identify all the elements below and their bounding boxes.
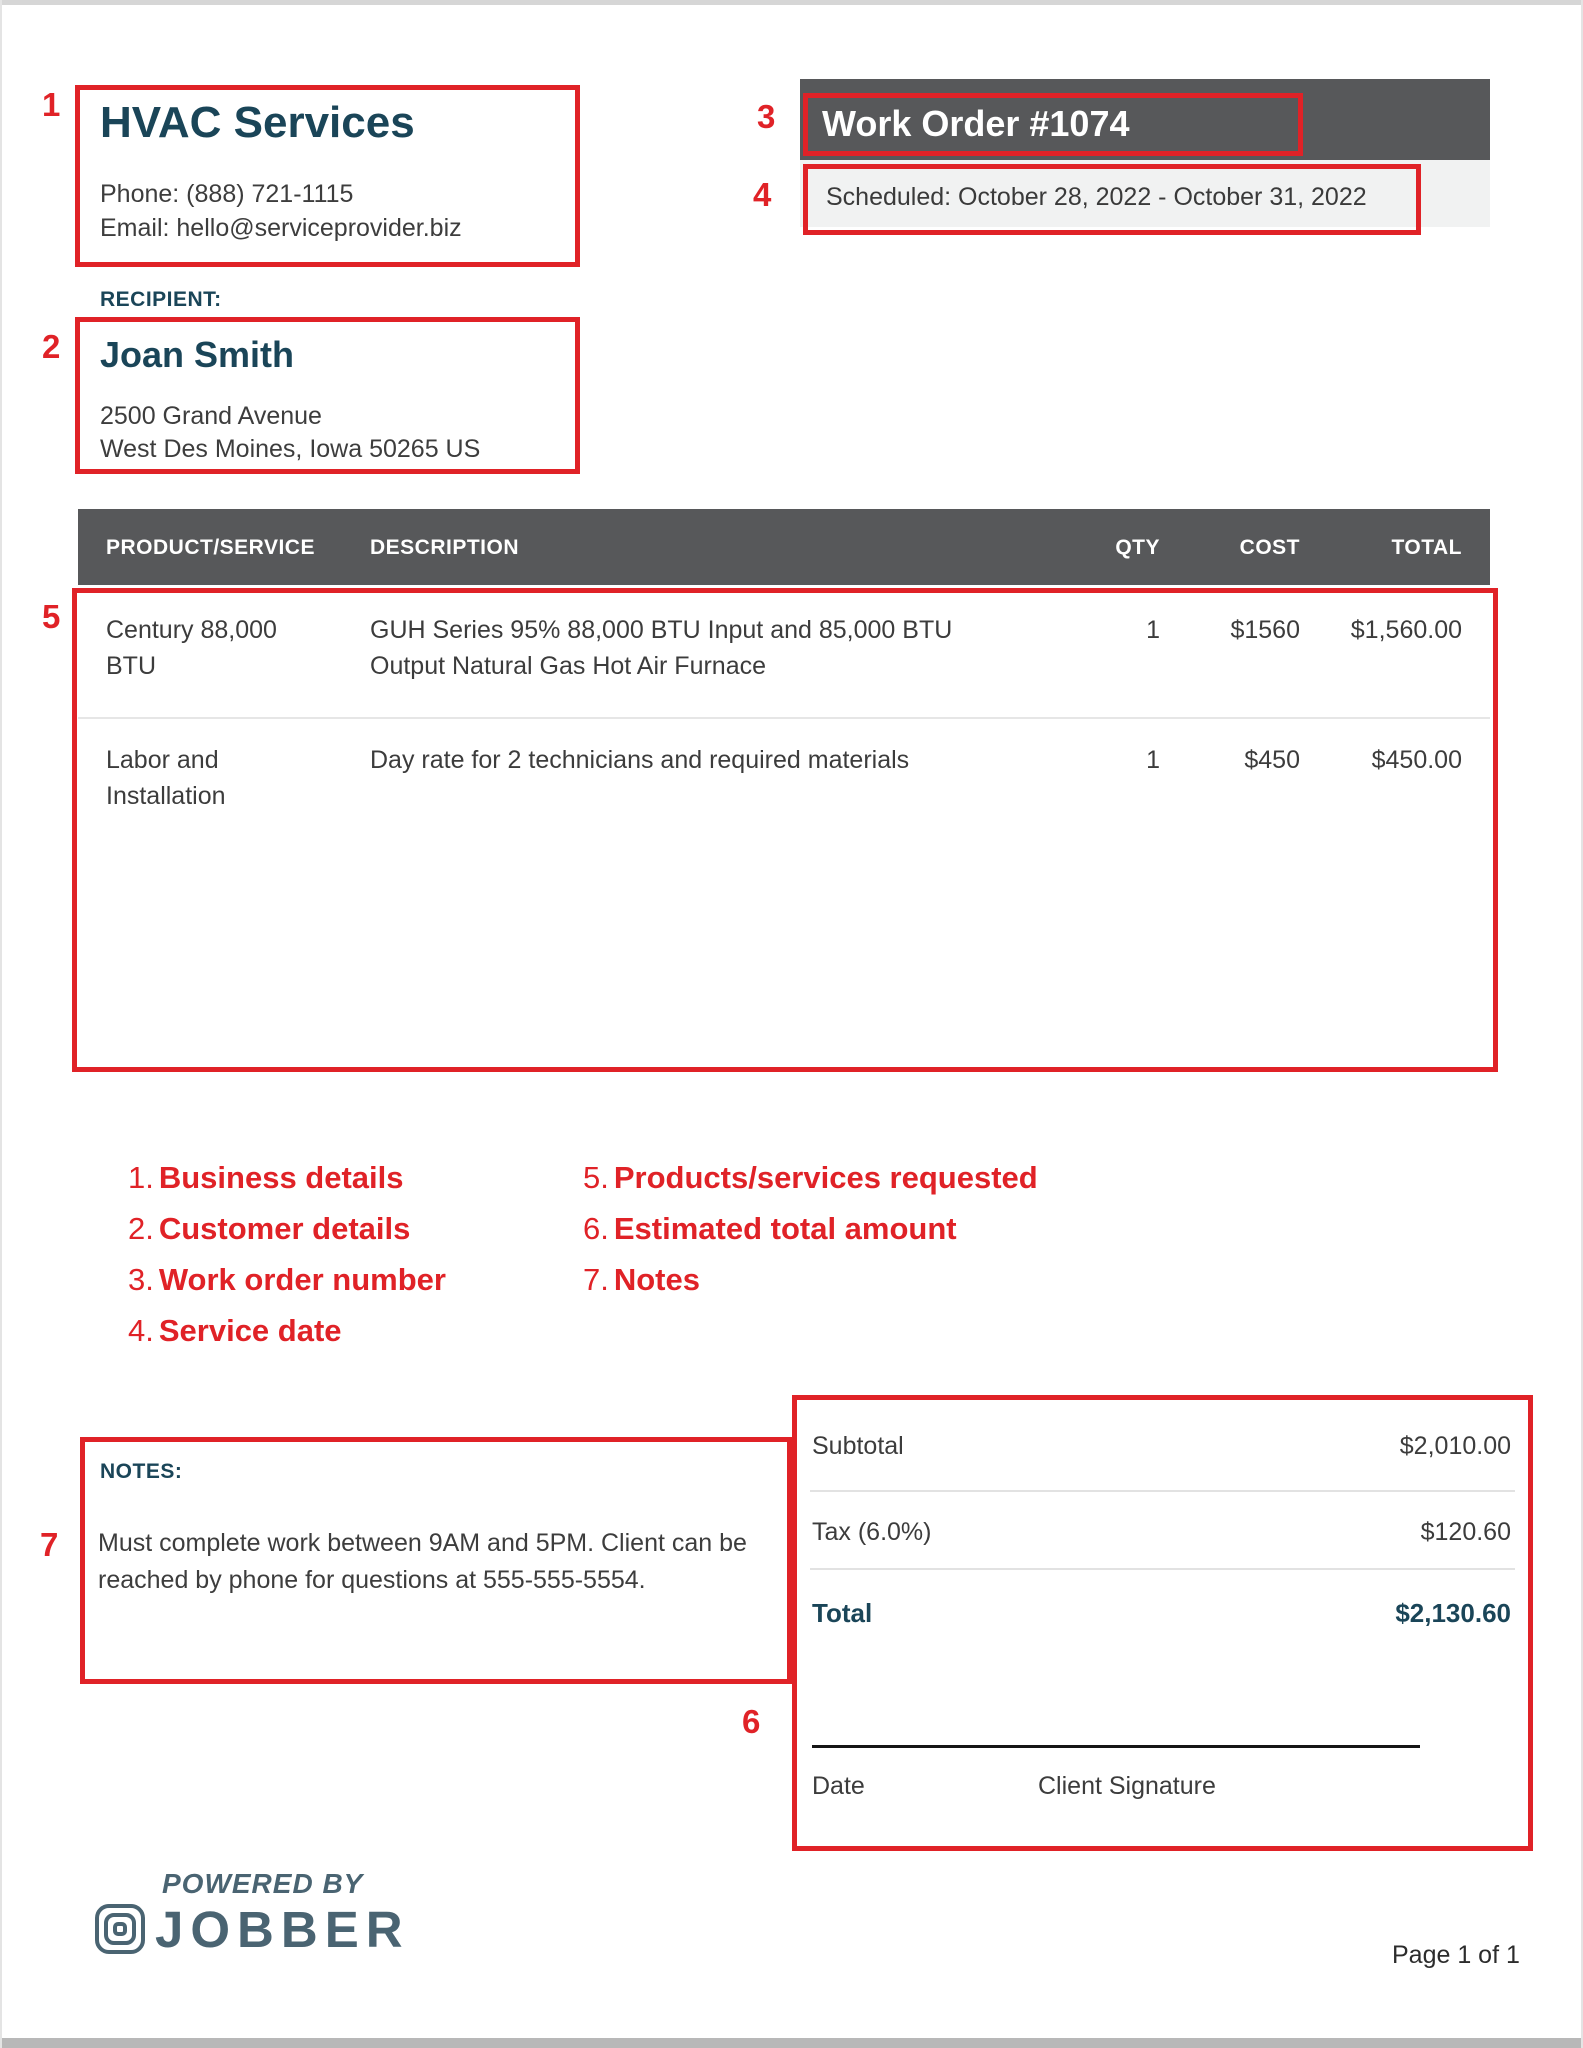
signature-line	[812, 1745, 1420, 1748]
page-number: Page 1 of 1	[1392, 1941, 1520, 1969]
row-total: $1,560.00	[1350, 616, 1462, 644]
tax-value: $120.60	[1420, 1518, 1511, 1546]
totals-separator	[810, 1490, 1515, 1492]
legend-label: Estimated total amount	[613, 1211, 957, 1246]
annotation-marker-4: 4	[753, 176, 772, 213]
subtotal-label: Subtotal	[812, 1432, 904, 1460]
customer-address-line1: 2500 Grand Avenue	[100, 402, 322, 430]
page-edge-left	[0, 0, 2, 2048]
notes-label: NOTES:	[100, 1460, 183, 1483]
legend-number: 7.	[583, 1262, 609, 1297]
row-cost: $1560	[1230, 616, 1300, 644]
column-header-qty: QTY	[1115, 536, 1160, 559]
totals-separator	[810, 1568, 1515, 1570]
jobber-wordmark: JOBBER	[155, 1901, 410, 1958]
subtotal-value: $2,010.00	[1399, 1432, 1511, 1460]
legend-item-business-details	[128, 1160, 404, 1196]
annotation-marker-3: 3	[757, 98, 776, 135]
customer-name: Joan Smith	[100, 334, 295, 375]
legend-label: Products/services requested	[613, 1160, 1038, 1195]
business-email: Email: hello@serviceprovider.biz	[100, 214, 462, 242]
annotation-marker-5: 5	[42, 598, 61, 635]
column-header-cost: COST	[1239, 536, 1300, 559]
legend-number: 3.	[128, 1262, 154, 1297]
row-separator	[78, 717, 1490, 719]
column-header-total: TOTAL	[1391, 536, 1462, 559]
row-product: Century 88,000 BTU	[106, 616, 277, 680]
annotation-marker-7: 7	[40, 1526, 59, 1563]
page-edge-bottom	[0, 2038, 1583, 2048]
powered-by-text: POWERED BY	[162, 1868, 364, 1899]
legend-label: Business details	[158, 1160, 404, 1195]
legend-item-products-services	[583, 1160, 1038, 1196]
business-name: HVAC Services	[100, 98, 415, 147]
jobber-logo-icon	[93, 1902, 147, 1956]
scheduled-text: Scheduled: October 28, 2022 - October 31, 2022	[826, 183, 1367, 211]
work-order-title: Work Order #1074	[822, 103, 1130, 144]
notes-text: Must complete work between 9AM and 5PM. Client can be reached by phone for questions at 555-555-5554.	[98, 1529, 747, 1594]
legend-number: 6.	[583, 1211, 609, 1246]
row-qty: 1	[1146, 746, 1160, 774]
row-description: GUH Series 95% 88,000 BTU Input and 85,000 BTU Output Natural Gas Hot Air Furnace	[370, 616, 953, 680]
row-description: Day rate for 2 technicians and required materials	[370, 746, 910, 774]
tax-label: Tax (6.0%)	[812, 1518, 932, 1546]
legend-label: Work order number	[158, 1262, 446, 1297]
legend-item-customer-details	[128, 1211, 410, 1247]
legend-number: 2.	[128, 1211, 154, 1246]
column-header-description: DESCRIPTION	[370, 536, 520, 559]
row-cost: $450	[1244, 746, 1300, 774]
legend-number: 1.	[128, 1160, 154, 1195]
date-label: Date	[812, 1772, 865, 1800]
legend-number: 5.	[583, 1160, 609, 1195]
total-label: Total	[812, 1598, 873, 1628]
row-total: $450.00	[1371, 746, 1462, 774]
business-phone: Phone: (888) 721-1115	[100, 180, 354, 208]
legend-number: 4.	[128, 1313, 154, 1348]
legend-label: Customer details	[158, 1211, 411, 1246]
annotation-marker-2: 2	[42, 328, 61, 365]
legend-item-service-date	[128, 1313, 342, 1349]
client-signature-label: Client Signature	[1038, 1772, 1216, 1800]
page-edge-top	[0, 0, 1583, 5]
annotation-marker-1: 1	[42, 86, 61, 123]
customer-address-line2: West Des Moines, Iowa 50265 US	[100, 435, 481, 463]
legend-label: Service date	[158, 1313, 342, 1348]
row-qty: 1	[1146, 616, 1160, 644]
total-value: $2,130.60	[1395, 1598, 1511, 1628]
annotation-marker-6: 6	[742, 1703, 761, 1740]
recipient-label: RECIPIENT:	[100, 288, 222, 311]
legend-item-estimated-total	[583, 1211, 957, 1247]
legend-item-notes	[583, 1262, 700, 1298]
legend-label: Notes	[613, 1262, 700, 1297]
row-product: Labor and Installation	[106, 746, 226, 810]
legend-item-work-order-number	[128, 1262, 446, 1298]
column-header-product-service: PRODUCT/SERVICE	[106, 536, 315, 559]
